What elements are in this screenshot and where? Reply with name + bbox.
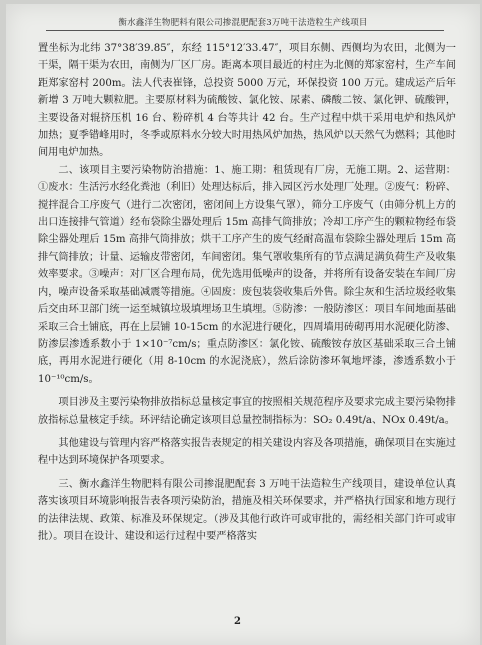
paragraph-pollution-measures: 二、该项目主要污染物防治措施：1、施工期：租赁现有厂房，无施工期。2、运营期：①废水：生活污水经化粪池（利旧）处理达标后，排入园区污水处理厂处理。②废气：粉碎、搅拌混合工序废气（进行二次密闭，密闭间上方设集气罩），筛分工序废气（由筛分机上方的出口连接排气管道）经布袋除尘器处理后 15m 高排气筒排放；冷却工序产生的颗粒物经布袋除尘器处理后 15m 高排气筒排放；烘干工序产生的废气经耐高温布袋除尘器处理后 15m 高排气筒排放；计量、运输皮带密闭，车间密闭。集气罩收集所有的节点满足满负荷生产及收集效率要求。③噪声：对厂区合理布局，优先选用低噪声的设备，并将所有设备安装在车间厂房内，噪声设备采取基础减震等措施。④固废：废包装袋收集后外售。除尘灰和生活垃圾经收集后交由环卫部门统一运至城镇垃圾填埋场卫生填埋。⑤防渗：一般防渗区：项目车间地面基础采取三合土铺底，再在上层铺 10-15cm 的水泥进行硬化，四周墙用砖砌再用水泥硬化防渗、防渗层渗透系数小于 1×10⁻⁷cm/s；重点防渗区：氯化铵、硫酸铵存放区基础采取三合土铺底，再用水泥进行硬化（用 8-10cm 的水泥浇底），然后涂防渗环氧地坪漆，渗透系数小于 10⁻¹⁰cm/s。 (38, 164, 456, 385)
header-rule (46, 30, 444, 31)
paragraph-total-emission: 项目涉及主要污染物排放指标总量核定事宜的按照相关规范程序及要求完成主要污染物排放指标总量核定手续。环评结论确定该项目总量控制指标为：SO₂ 0.49t/a、NOx 0.49t/a。 (38, 397, 456, 426)
document-page (6, 4, 480, 645)
document-body (38, 40, 456, 545)
paragraph-location: 置坐标为北纬 37°38′39.85″，东经 115°12′33.47″，项目东侧、西侧均为农田，北侧为一干渠，隔干渠为农田，南侧为厂区厂房。距离本项目最近的村庄为北侧的郑家窑村，生产车间距郑家窑村 200m。法人代表崔锋，总投资 5000 万元，环保投资 100 万元。建成运产后年新增 3 万吨大颗粒肥。主要原材料为硫酸铵、氯化铵、尿素、磷酸二铵、氯化钾、硫酸钾，主要设备对辊挤压机 16 台、粉碎机 4 台等共计 42 台。生产过程中烘干采用电炉和热风炉加热；夏季错峰用时，冬季或原料水分较大时用热风炉加热，热风炉以天然气为燃料；其他时间用电炉加热。 (38, 43, 456, 159)
running-header: 衡水鑫洋生物肥料有限公司掺混肥配套3万吨干法造粒生产线项目 (118, 18, 368, 28)
paragraph-other-requirements: 其他建设与管理内容严格落实报告表规定的相关建设内容及各项措施，确保项目在实施过程中达到环境保护各项要求。 (38, 437, 456, 467)
page-number: 2 (234, 616, 241, 627)
paragraph-section-three: 三、衡水鑫洋生物肥料有限公司掺混肥配套 3 万吨干法造粒生产线项目，建设单位认真落实该项目环境影响报告表各项污染防治，措施及相关环保要求，并严格执行国家和地方现行的法律法规、政策、标准及环保规定。（涉及其他行政许可或审批的，需经相关部门许可或审批）。项目在设计、建设和运行过程中要严格落实 (38, 478, 456, 542)
